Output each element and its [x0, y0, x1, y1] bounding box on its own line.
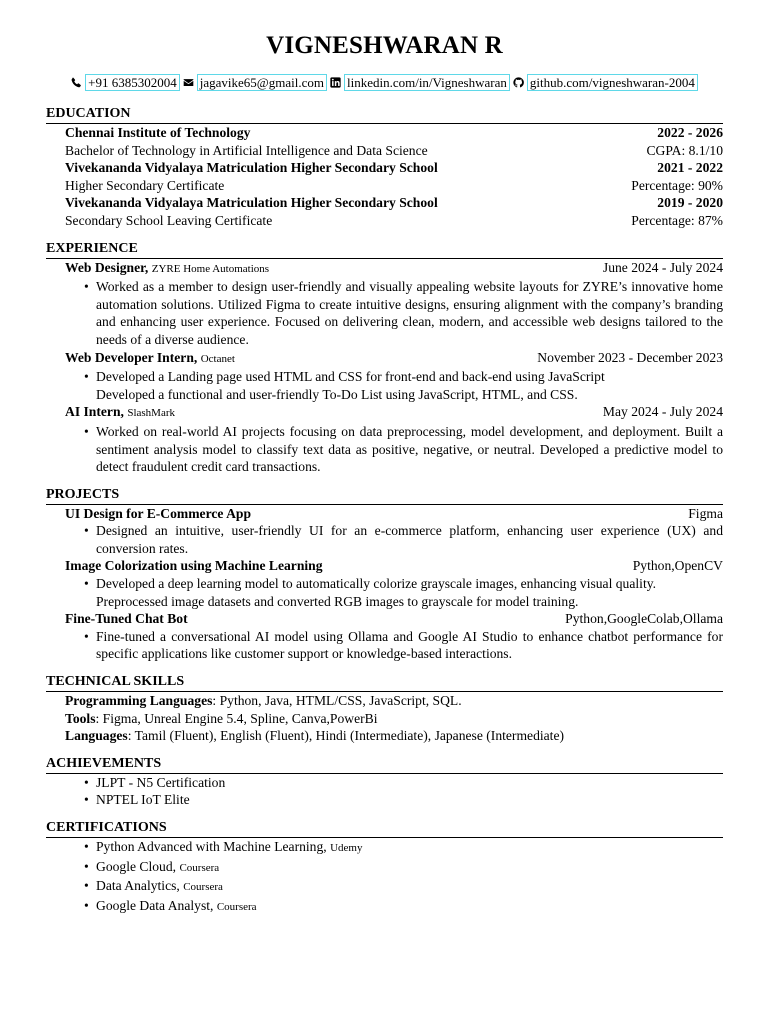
score: CGPA: 8.1/10	[646, 142, 723, 158]
cert-provider: Coursera	[179, 861, 220, 874]
section-title: CERTIFICATIONS	[46, 819, 723, 838]
github-link[interactable]: github.com/vigneshwaran-2004	[527, 74, 698, 91]
project-tech: Python,GoogleColab,Ollama	[565, 611, 723, 627]
cert-name: Google Data Analyst,	[96, 897, 214, 913]
cert-provider: Udemy	[330, 842, 363, 854]
education-entry-detail	[65, 177, 723, 195]
experience-entry-header	[65, 259, 723, 279]
project-name: Fine-Tuned Chat Bot	[65, 611, 188, 627]
education-section	[46, 105, 723, 230]
section-title: EDUCATION	[46, 105, 723, 124]
achievements-section	[46, 755, 723, 809]
certification-item	[46, 838, 723, 858]
education-entry-header	[65, 159, 723, 177]
skill-languages	[65, 727, 723, 745]
score: Percentage: 87%	[631, 212, 723, 228]
experience-dates: November 2023 - December 2023	[537, 349, 723, 365]
section-title: ACHIEVEMENTS	[46, 755, 723, 774]
school-name: Vivekananda Vidyalaya Matriculation Higher Secondary School	[65, 195, 438, 211]
role: AI Intern,	[65, 404, 124, 420]
achievement-item: • NPTEL IoT Elite	[46, 791, 723, 809]
skill-programming	[65, 692, 723, 710]
project-detail: Preprocessed image datasets and converted RGB images to grayscale for model training.	[96, 593, 579, 609]
education-dates: 2021 - 2022	[657, 160, 723, 176]
cert-name: Google Cloud,	[96, 858, 177, 874]
section-title: PROJECTS	[46, 486, 723, 505]
cert-name: Python Advanced with Machine Learning,	[96, 839, 327, 854]
experience-dates: May 2024 - July 2024	[602, 404, 723, 420]
projects-section	[46, 486, 723, 663]
school-name: Vivekananda Vidyalaya Matriculation Higher Secondary School	[65, 160, 438, 176]
contact-bar	[46, 74, 723, 91]
section-title: EXPERIENCE	[46, 240, 723, 259]
skill-value: : Figma, Unreal Engine 5.4, Spline, Canva,PowerBi	[95, 710, 378, 726]
email-contact[interactable]	[183, 74, 327, 91]
project-entry-header	[65, 505, 723, 523]
linkedin-contact[interactable]	[330, 74, 510, 91]
certifications-section	[46, 819, 723, 916]
experience-bullet: • Developed a Landing page used HTML and CSS for front-end and back-end using JavaScript	[65, 368, 723, 386]
education-entry-header	[65, 124, 723, 142]
candidate-name: VIGNESHWARAN R	[266, 32, 503, 59]
education-dates: 2019 - 2020	[657, 195, 723, 211]
degree: Bachelor of Technology in Artificial Intelligence and Data Science	[65, 142, 428, 158]
project-tech: Figma	[688, 505, 723, 521]
resume-page	[46, 0, 723, 916]
linkedin-link[interactable]: linkedin.com/in/Vigneshwaran	[344, 74, 510, 91]
skill-label: Tools	[65, 710, 96, 726]
experience-detail: Developed a functional and user-friendly To-Do List using JavaScript, HTML, and CSS.	[96, 386, 578, 402]
school-name: Chennai Institute of Technology	[65, 125, 251, 140]
cert-provider: Coursera	[216, 900, 257, 913]
score: Percentage: 90%	[631, 177, 723, 193]
project-entry-header	[65, 557, 723, 575]
experience-bullet: • Worked as a member to design user-friendly and visually appealing website layouts for ZYRE’s innovative home automation solutions. Utilized Figma to create intuitive designs, ensuring alignment with the company’s branding and enhancing user experience. Focused on delivering clean, modern, and accessible web designs tailored to the needs of a diverse audience.	[65, 278, 723, 348]
project-bullet: • Designed an intuitive, user-friendly UI for an e-commerce platform, enhancing user experience (UX) and conversion rates.	[65, 522, 723, 557]
experience-dates: June 2024 - July 2024	[602, 259, 723, 275]
project-tech: Python,OpenCV	[632, 558, 723, 574]
company: Octanet	[200, 352, 235, 365]
certification-item	[46, 877, 723, 897]
cert-name: Data Analytics,	[96, 878, 180, 894]
project-entry-header	[65, 610, 723, 628]
project-name: UI Design for E-Commerce App	[65, 505, 252, 521]
certification-item	[46, 858, 723, 878]
project-name: Image Colorization using Machine Learning	[65, 558, 323, 574]
project-bullet: • Fine-tuned a conversational AI model using Ollama and Google AI Studio to enhance chatbot performance for specific applications like customer support or knowledge-based interactions.	[65, 628, 723, 663]
project-bullet: • Developed a deep learning model to automatically colorize grayscale images, enhancing visual quality.	[65, 575, 723, 593]
education-entry-detail	[65, 142, 723, 160]
github-contact[interactable]	[513, 74, 698, 91]
phone-icon	[71, 77, 82, 88]
company: ZYRE Home Automations	[151, 262, 270, 275]
cert-provider: Coursera	[183, 881, 223, 894]
skill-value: : Tamil (Fluent), English (Fluent), Hindi (Intermediate), Japanese (Intermediate)	[127, 728, 565, 744]
skill-tools	[65, 710, 723, 728]
certification-item	[46, 897, 723, 917]
envelope-icon	[183, 77, 194, 88]
experience-bullet: • Worked on real-world AI projects focusing on data preprocessing, model development, and deployment. Built a sentiment analysis model to classify text data as positive, negative, or neutral. Developed a predictive model to detect fraudulent credit card transactions.	[65, 423, 723, 476]
education-dates: 2022 - 2026	[657, 125, 723, 140]
experience-entry-header	[65, 403, 723, 423]
degree: Higher Secondary Certificate	[65, 177, 225, 193]
skill-label: Programming Languages	[65, 693, 213, 709]
achievement-item: • JLPT - N5 Certification	[46, 774, 723, 792]
phone-link[interactable]: +91 6385302004	[85, 74, 180, 91]
phone-contact[interactable]	[71, 74, 180, 91]
skills-section	[46, 673, 723, 745]
education-entry-detail	[65, 212, 723, 230]
linkedin-icon	[330, 77, 341, 88]
github-icon	[513, 77, 524, 88]
skill-label: Languages	[65, 728, 128, 744]
education-entry-header	[65, 194, 723, 212]
role: Web Designer,	[65, 259, 149, 275]
experience-entry-header	[65, 349, 723, 369]
email-link[interactable]: jagavike65@gmail.com	[197, 74, 327, 91]
company: SlashMark	[127, 407, 175, 420]
section-title: TECHNICAL SKILLS	[46, 673, 723, 692]
experience-section	[46, 240, 723, 476]
skill-value: : Python, Java, HTML/CSS, JavaScript, SQL.	[212, 693, 462, 709]
role: Web Developer Intern,	[65, 349, 198, 365]
degree: Secondary School Leaving Certificate	[65, 212, 273, 228]
